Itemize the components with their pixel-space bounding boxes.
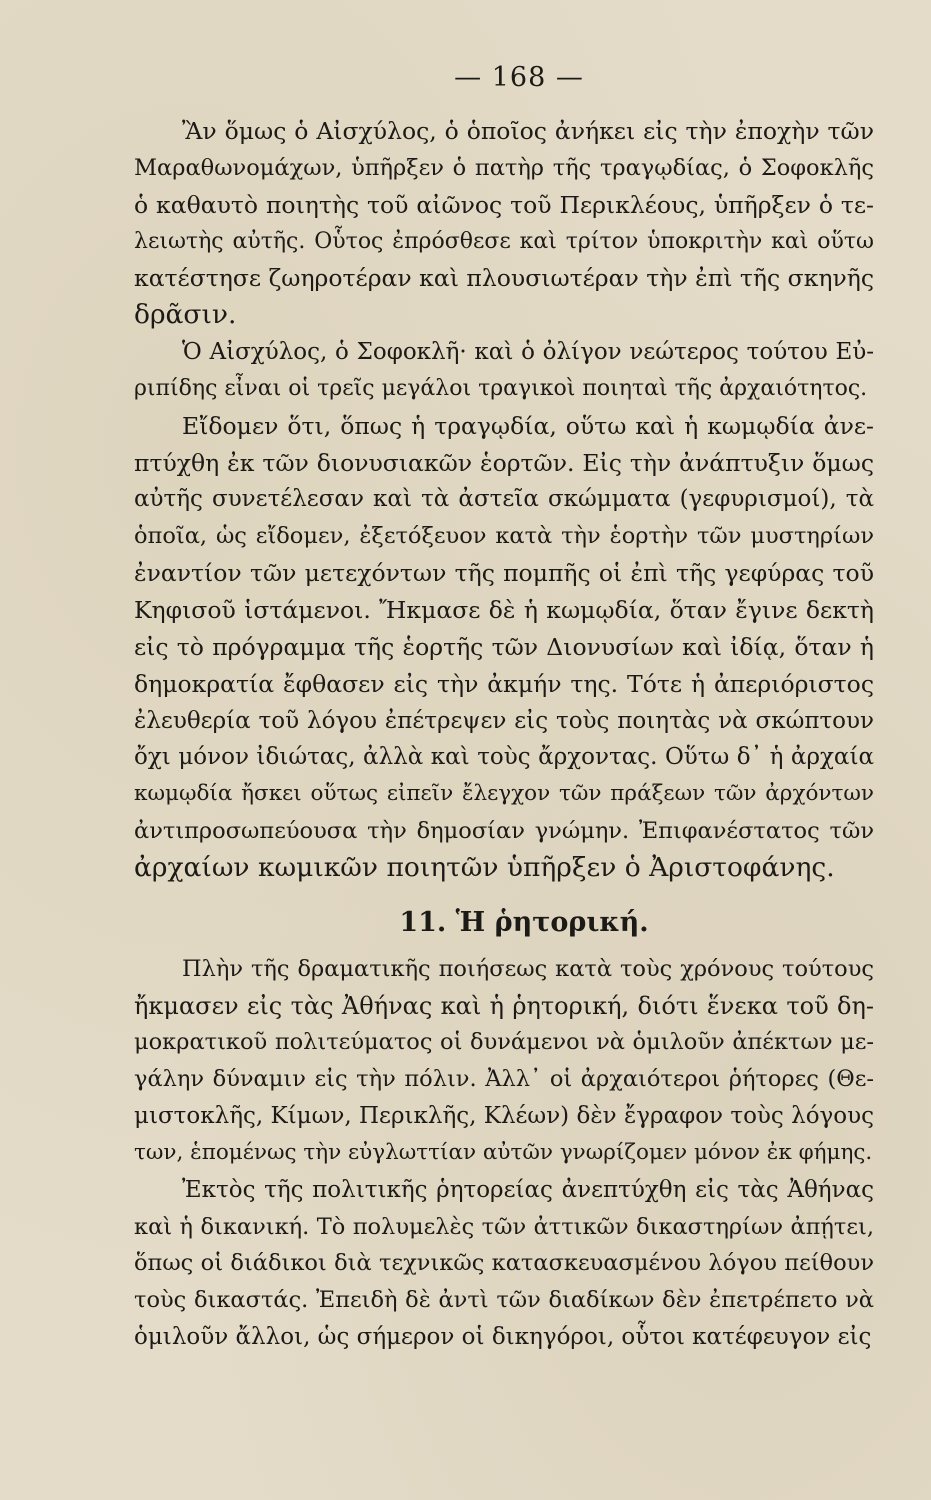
text-line: δημοκρατία ἔφθασεν εἰς τὴν ἀκμήν της. Τότε ἡ ἀπεριόριστος [134, 669, 874, 698]
text-line: Ἐκτὸς τῆς πολιτικῆς ῥητορείας ἀνεπτύχθη εἰς τὰς Ἀθήνας [182, 1176, 874, 1203]
text-line: Ὁ Αἰσχύλος, ὁ Σοφοκλῆ· καὶ ὁ ὀλίγον νεώτερος τούτου Εὐ- [182, 339, 874, 366]
text-line: τοὺς δικαστάς. Ἐπειδὴ δὲ ἀντὶ τῶν διαδίκων δὲν ἐπετρέπετο νὰ [134, 1287, 874, 1314]
text-line: αὐτῆς συνετέλεσαν καὶ τὰ ἀστεῖα σκώμματα (γεφυρισμοί), τὰ [134, 486, 874, 513]
text-before-heading [134, 113, 874, 887]
text-line: κωμῳδία ἤσκει οὕτως εἰπεῖν ἔλεγχον τῶν πράξεων τῶν ἀρχόντων [134, 781, 874, 807]
text-line: εἰς τὸ πρόγραμμα τῆς ἑορτῆς τῶν Διονυσίων καὶ ἰδίᾳ, ὅταν ἡ [134, 632, 874, 661]
page-number: — 168 — [454, 62, 584, 93]
text-line: καὶ ἡ δικανική. Τὸ πολυμελὲς τῶν ἀττικῶν δικαστηρίων ἀπῄτει, [134, 1213, 874, 1240]
text-line: ἐναντίον τῶν μετεχόντων τῆς πομπῆς οἱ ἐπὶ τῆς γεφύρας τοῦ [134, 559, 874, 588]
text-line: ἀντιπροσωπεύουσα τὴν δημοσίαν γνώμην. Ἐπιφανέστατος τῶν [134, 818, 874, 845]
book-page [134, 58, 874, 1356]
text-line: Μαραθωνομάχων, ὑπῆρξεν ὁ πατὴρ τῆς τραγῳδίας, ὁ Σοφοκλῆς [134, 154, 874, 181]
text-line: Εἴδομεν ὅτι, ὅπως ἡ τραγῳδία, οὕτω καὶ ἡ κωμῳδία ἀνε- [182, 411, 874, 440]
text-line: μιστοκλῆς, Κίμων, Περικλῆς, Κλέων) δὲν ἔγραφον τοὺς λόγους [134, 1103, 874, 1130]
paragraph [134, 1172, 874, 1356]
text-line: πτύχθη ἐκ τῶν διονυσιακῶν ἑορτῶν. Εἰς τὴν ἀνάπτυξιν ὅμως [134, 448, 874, 477]
text-line: ὁμιλοῦν ἄλλοι, ὡς σήμερον οἱ δικηγόροι, οὗτοι κατέφευγον εἰς [134, 1324, 872, 1351]
text-line: ὄχι μόνον ἰδιώτας, ἀλλὰ καὶ τοὺς ἄρχοντας. Οὕτω δ᾿ ἡ ἀρχαία [134, 744, 874, 771]
text-line: δρᾶσιν. [134, 299, 237, 331]
text-line: ἐλευθερία τοῦ λόγου ἐπέτρεψεν εἰς τοὺς ποιητὰς νὰ σκώπτουν [134, 707, 874, 734]
paragraph [134, 113, 874, 334]
text-line: γάλην δύναμιν εἰς τὴν πόλιν. Ἀλλ᾿ οἱ ἀρχαιότεροι ῥήτορες (Θε- [134, 1066, 874, 1093]
text-line: ὁποῖα, ὡς εἴδομεν, ἐξετόξευον κατὰ τὴν ἑορτὴν τῶν μυστηρίων [134, 523, 874, 550]
text-line: κατέστησε ζωηροτέραν καὶ πλουσιωτέραν τὴν ἐπὶ τῆς σκηνῆς [134, 264, 874, 293]
paragraph [134, 334, 874, 408]
text-line: Ἂν ὅμως ὁ Αἰσχύλος, ὁ ὁποῖος ἀνήκει εἰς τὴν ἐποχὴν τῶν [182, 117, 874, 145]
text-line: ὅπως οἱ διάδικοι διὰ τεχνικῶς κατασκευασμένου λόγου πείθουν [134, 1250, 874, 1277]
text-line: ριπίδης εἶναι οἱ τρεῖς μεγάλοι τραγικοὶ ποιηταὶ τῆς ἀρχαιότητος. [134, 375, 868, 401]
text-line: Κηφισοῦ ἱστάμενοι. Ἤκμασε δὲ ἡ κωμῳδία, ὅταν ἔγινε δεκτὴ [134, 595, 874, 624]
text-line: ἀρχαίων κωμικῶν ποιητῶν ὑπῆρξεν ὁ Ἀριστοφάνης. [134, 851, 835, 883]
text-line: λειωτὴς αὐτῆς. Οὗτος ἐπρόσθεσε καὶ τρίτον ὑποκριτὴν καὶ οὕτω [134, 228, 874, 254]
text-line: μοκρατικοῦ πολιτεύματος οἱ δυνάμενοι νὰ ὁμιλοῦν ἀπέκτων με- [134, 1029, 874, 1056]
text-line: ἤκμασεν εἰς τὰς Ἀθήνας καὶ ἡ ῥητορική, διότι ἕνεκα τοῦ δη- [134, 991, 874, 1020]
section-heading: 11. Ἡ ῥητορική. [399, 906, 649, 938]
text-line: των, ἑπομένως τὴν εὐγλωττίαν αὐτῶν γνωρίζομεν μόνον ἐκ φήμης. [134, 1139, 873, 1165]
text-after-heading [134, 951, 874, 1356]
paragraph [134, 408, 874, 887]
paragraph [134, 951, 874, 1172]
text-line: Πλὴν τῆς δραματικῆς ποιήσεως κατὰ τοὺς χρόνους τούτους [182, 955, 874, 982]
text-line: ὁ καθαυτὸ ποιητὴς τοῦ αἰῶνος τοῦ Περικλέους, ὑπῆρξεν ὁ τε- [134, 190, 874, 219]
